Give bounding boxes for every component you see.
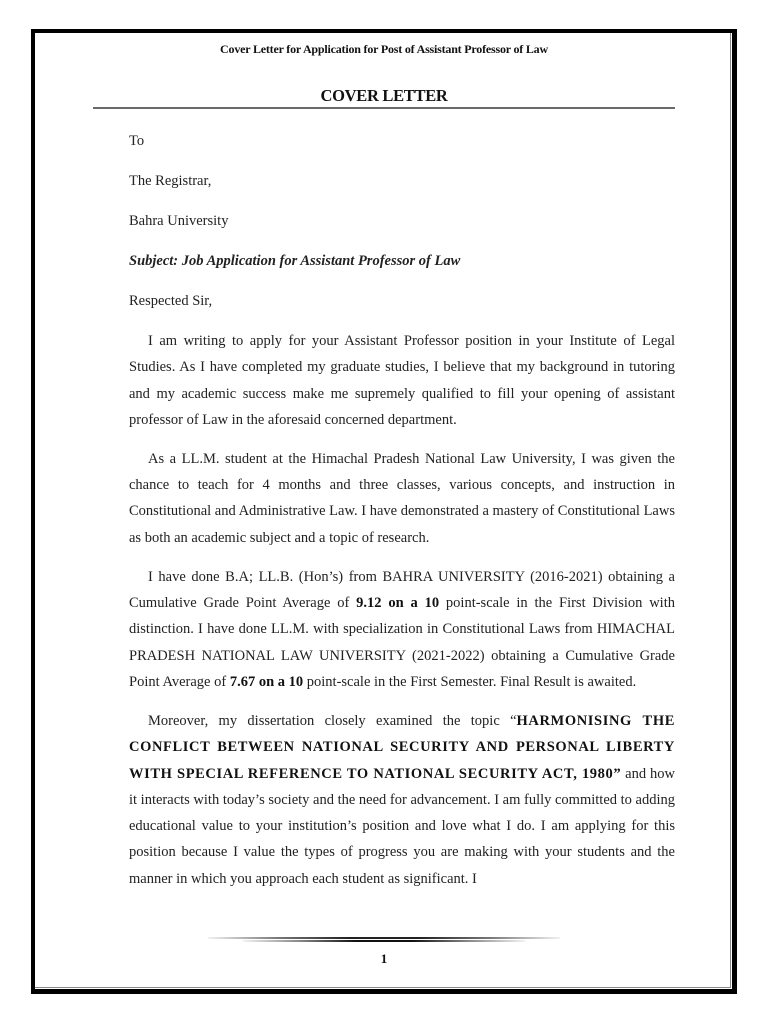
footer-divider-bottom xyxy=(243,940,525,942)
paragraph-intro: I am writing to apply for your Assistant Professor position in your Institute of Legal Studies. As I have completed my graduate studies, I believe that my background in tutoring and my academic success make me supremely qualified to fill your opening of assistant professor of Law in the aforesaid concerned department. xyxy=(129,333,675,428)
paragraph-teaching-experience: As a LL.M. student at the Himachal Pradesh National Law University, I was given the chance to teach for 4 months and three classes, various concepts, and instruction in Constitutional and Administrative Law. I have demonstrated a mastery of Constitutional Laws as both an academic subject and a topic of research. xyxy=(129,450,675,546)
footer-divider-top xyxy=(208,937,560,939)
salutation: Respected Sir, xyxy=(129,293,213,309)
recipient-to: To xyxy=(129,133,145,149)
title-underline xyxy=(93,107,675,109)
education-text-1: I have done B.A; LL.B. (Hon’s) from BAHRA UNIVERSITY (2016-2021) obtaining a Cumulative Grade Point Average of xyxy=(129,568,675,612)
subject-line: Subject: Job Application for Assistant Professor of Law xyxy=(129,253,461,269)
paragraph-dissertation xyxy=(129,708,675,892)
education-text-3: point-scale in the First Semester. Final Result is awaited. xyxy=(303,673,637,690)
page-number: 1 xyxy=(380,951,388,966)
dissertation-title: HARMONISING THE CONFLICT BETWEEN NATIONAL SECURITY AND PERSONAL LIBERTY WITH SPECIAL REFERENCE TO NATIONAL SECURITY ACT, 1980” xyxy=(129,712,675,782)
running-header: Cover Letter for Application for Post of Assistant Professor of Law xyxy=(220,42,548,56)
recipient-name: The Registrar, xyxy=(129,173,212,189)
recipient-institution: Bahra University xyxy=(129,213,229,229)
education-text-2: point-scale in the First Division with distinction. I have done LL.M. with specialization in Constitutional Laws from HIMACHAL PRADESH NATIONAL LAW UNIVERSITY (2021-2022) obtaining a Cumulative Grade Point Average of xyxy=(129,595,675,690)
llm-cgpa: 7.67 on a 10 xyxy=(229,673,304,690)
dissertation-text-1: Moreover, my dissertation closely examined the topic “ xyxy=(148,712,517,729)
dissertation-text-2: and how it interacts with today’s society and the need for advancement. I am fully committed to adding educational value to your institution’s position and love what I do. I am applying for this position because I value the types of progress you are making with your students and the manner in which you approach each student as significant. I xyxy=(129,765,676,887)
document-title: COVER LETTER xyxy=(320,86,448,105)
paragraph-education xyxy=(129,564,675,695)
ba-llb-cgpa: 9.12 on a 10 xyxy=(356,595,440,612)
letter-body xyxy=(129,131,675,905)
